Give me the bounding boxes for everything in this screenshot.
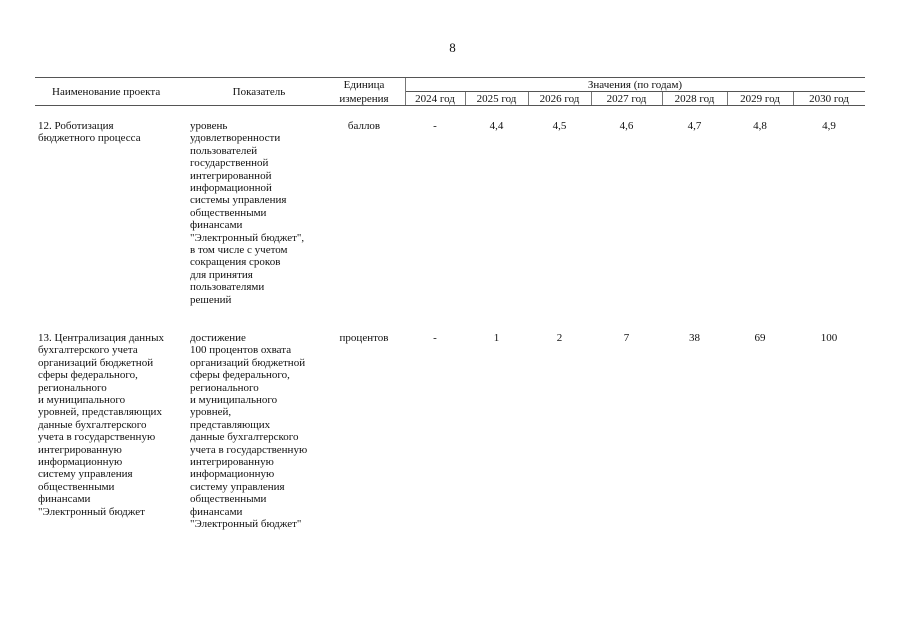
project-name-line: учета в государственную [38,431,156,444]
indicator-line: сокращения сроков [190,256,281,269]
indicator-line: решений [190,293,232,306]
header-unit-line-2: измерения [339,93,389,105]
header-year-separator [662,92,663,105]
indicator-line: системы управления [190,194,287,207]
header-year-separator [727,92,728,105]
project-name-line: регионального [38,381,107,394]
value-cell: 4,8 [753,120,767,132]
value-cell: 1 [493,332,500,344]
header-year: 2029 год [740,93,780,105]
project-name-line: сферы федерального, [38,369,138,382]
header-year: 2027 год [606,93,647,105]
header-top-rule [35,77,865,78]
header-year: 2025 год [476,93,517,105]
project-name-line: организаций бюджетной [38,356,154,369]
value-cell: 4,6 [619,120,634,132]
indicator-line: и муниципального [190,394,278,406]
indicator-line: интегрированную [190,456,274,468]
header-year: 2030 год [809,93,849,105]
indicator-line: систему управления [190,480,285,493]
project-name-line: интегрированную [38,443,122,456]
indicator-line: интегрированной [190,169,272,182]
project-name-line: общественными [38,480,115,493]
header-year: 2028 год [674,93,715,105]
header-year: 2026 год [539,93,580,105]
unit-cell: баллов [347,120,381,132]
indicator-line: "Электронный бюджет" [190,518,302,530]
value-cell: 4,5 [552,120,567,132]
project-name-line: финансами [38,493,91,506]
project-name-line: 13. Централизация данных [38,332,164,344]
indicator-line: общественными [190,206,267,219]
value-cell: - [433,332,437,344]
indicator-line: учета в государственную [190,443,308,456]
indicator-line: уровней, [190,406,232,419]
header-year: 2024 год [415,93,455,105]
value-cell: - [433,120,437,132]
unit-cell: процентов [339,332,389,344]
header-indicator: Показатель [232,86,286,98]
header-values-separator [405,78,406,105]
indicator-line: общественными [190,493,267,506]
indicator-line: информационной [190,182,272,194]
indicator-line: представляющих [190,418,271,431]
header-project: Наименование проекта [52,86,161,98]
indicator-line: достижение [190,332,246,344]
indicator-line: регионального [190,381,259,394]
indicator-line: данные бухгалтерского [190,431,299,444]
value-cell: 4,7 [687,120,702,132]
indicator-line: уровень [190,120,228,132]
header-year-separator [465,92,466,105]
project-name-line: информационную [38,456,123,468]
project-name-line: "Электронный бюджет [38,505,145,518]
value-cell: 2 [556,332,563,344]
header-year-separator [591,92,592,105]
indicator-line: финансами [190,219,243,232]
header-year-separator [528,92,529,105]
value-cell: 100 [820,332,838,344]
value-cell: 4,4 [489,120,504,132]
indicator-line: организаций бюджетной [190,356,306,369]
indicator-line: пользователями [190,281,265,294]
indicator-line: "Электронный бюджет", [190,231,305,244]
indicator-line: пользователей [190,144,258,157]
header-values-group: Значения (по годам) [587,79,683,91]
header-year-separator [793,92,794,105]
indicator-line: в том числе с учетом [190,244,288,256]
indicator-line: финансами [190,505,243,518]
project-name-line: бухгалтерского учета [38,344,138,357]
indicator-line: для принятия [190,268,253,281]
project-name-line: уровней, представляющих [38,406,162,419]
indicator-line: 100 процентов охвата [190,344,292,357]
project-name-line: систему управления [38,468,133,481]
page-number: 8 [449,40,456,55]
indicator-line: удовлетворенности [190,132,281,145]
value-cell: 4,9 [822,120,836,132]
value-cell: 7 [623,332,630,344]
value-cell: 38 [689,332,700,344]
project-name-line: данные бухгалтерского [38,418,147,431]
indicator-line: сферы федерального, [190,369,290,382]
value-cell: 69 [754,332,766,344]
project-name-line: 12. Роботизация [38,120,114,132]
indicator-line: информационную [190,468,275,481]
project-name-line: и муниципального [38,394,126,406]
header-unit-line-1: Единица [343,79,385,91]
project-name-line: бюджетного процесса [38,132,141,145]
indicator-line: государственной [190,157,269,170]
